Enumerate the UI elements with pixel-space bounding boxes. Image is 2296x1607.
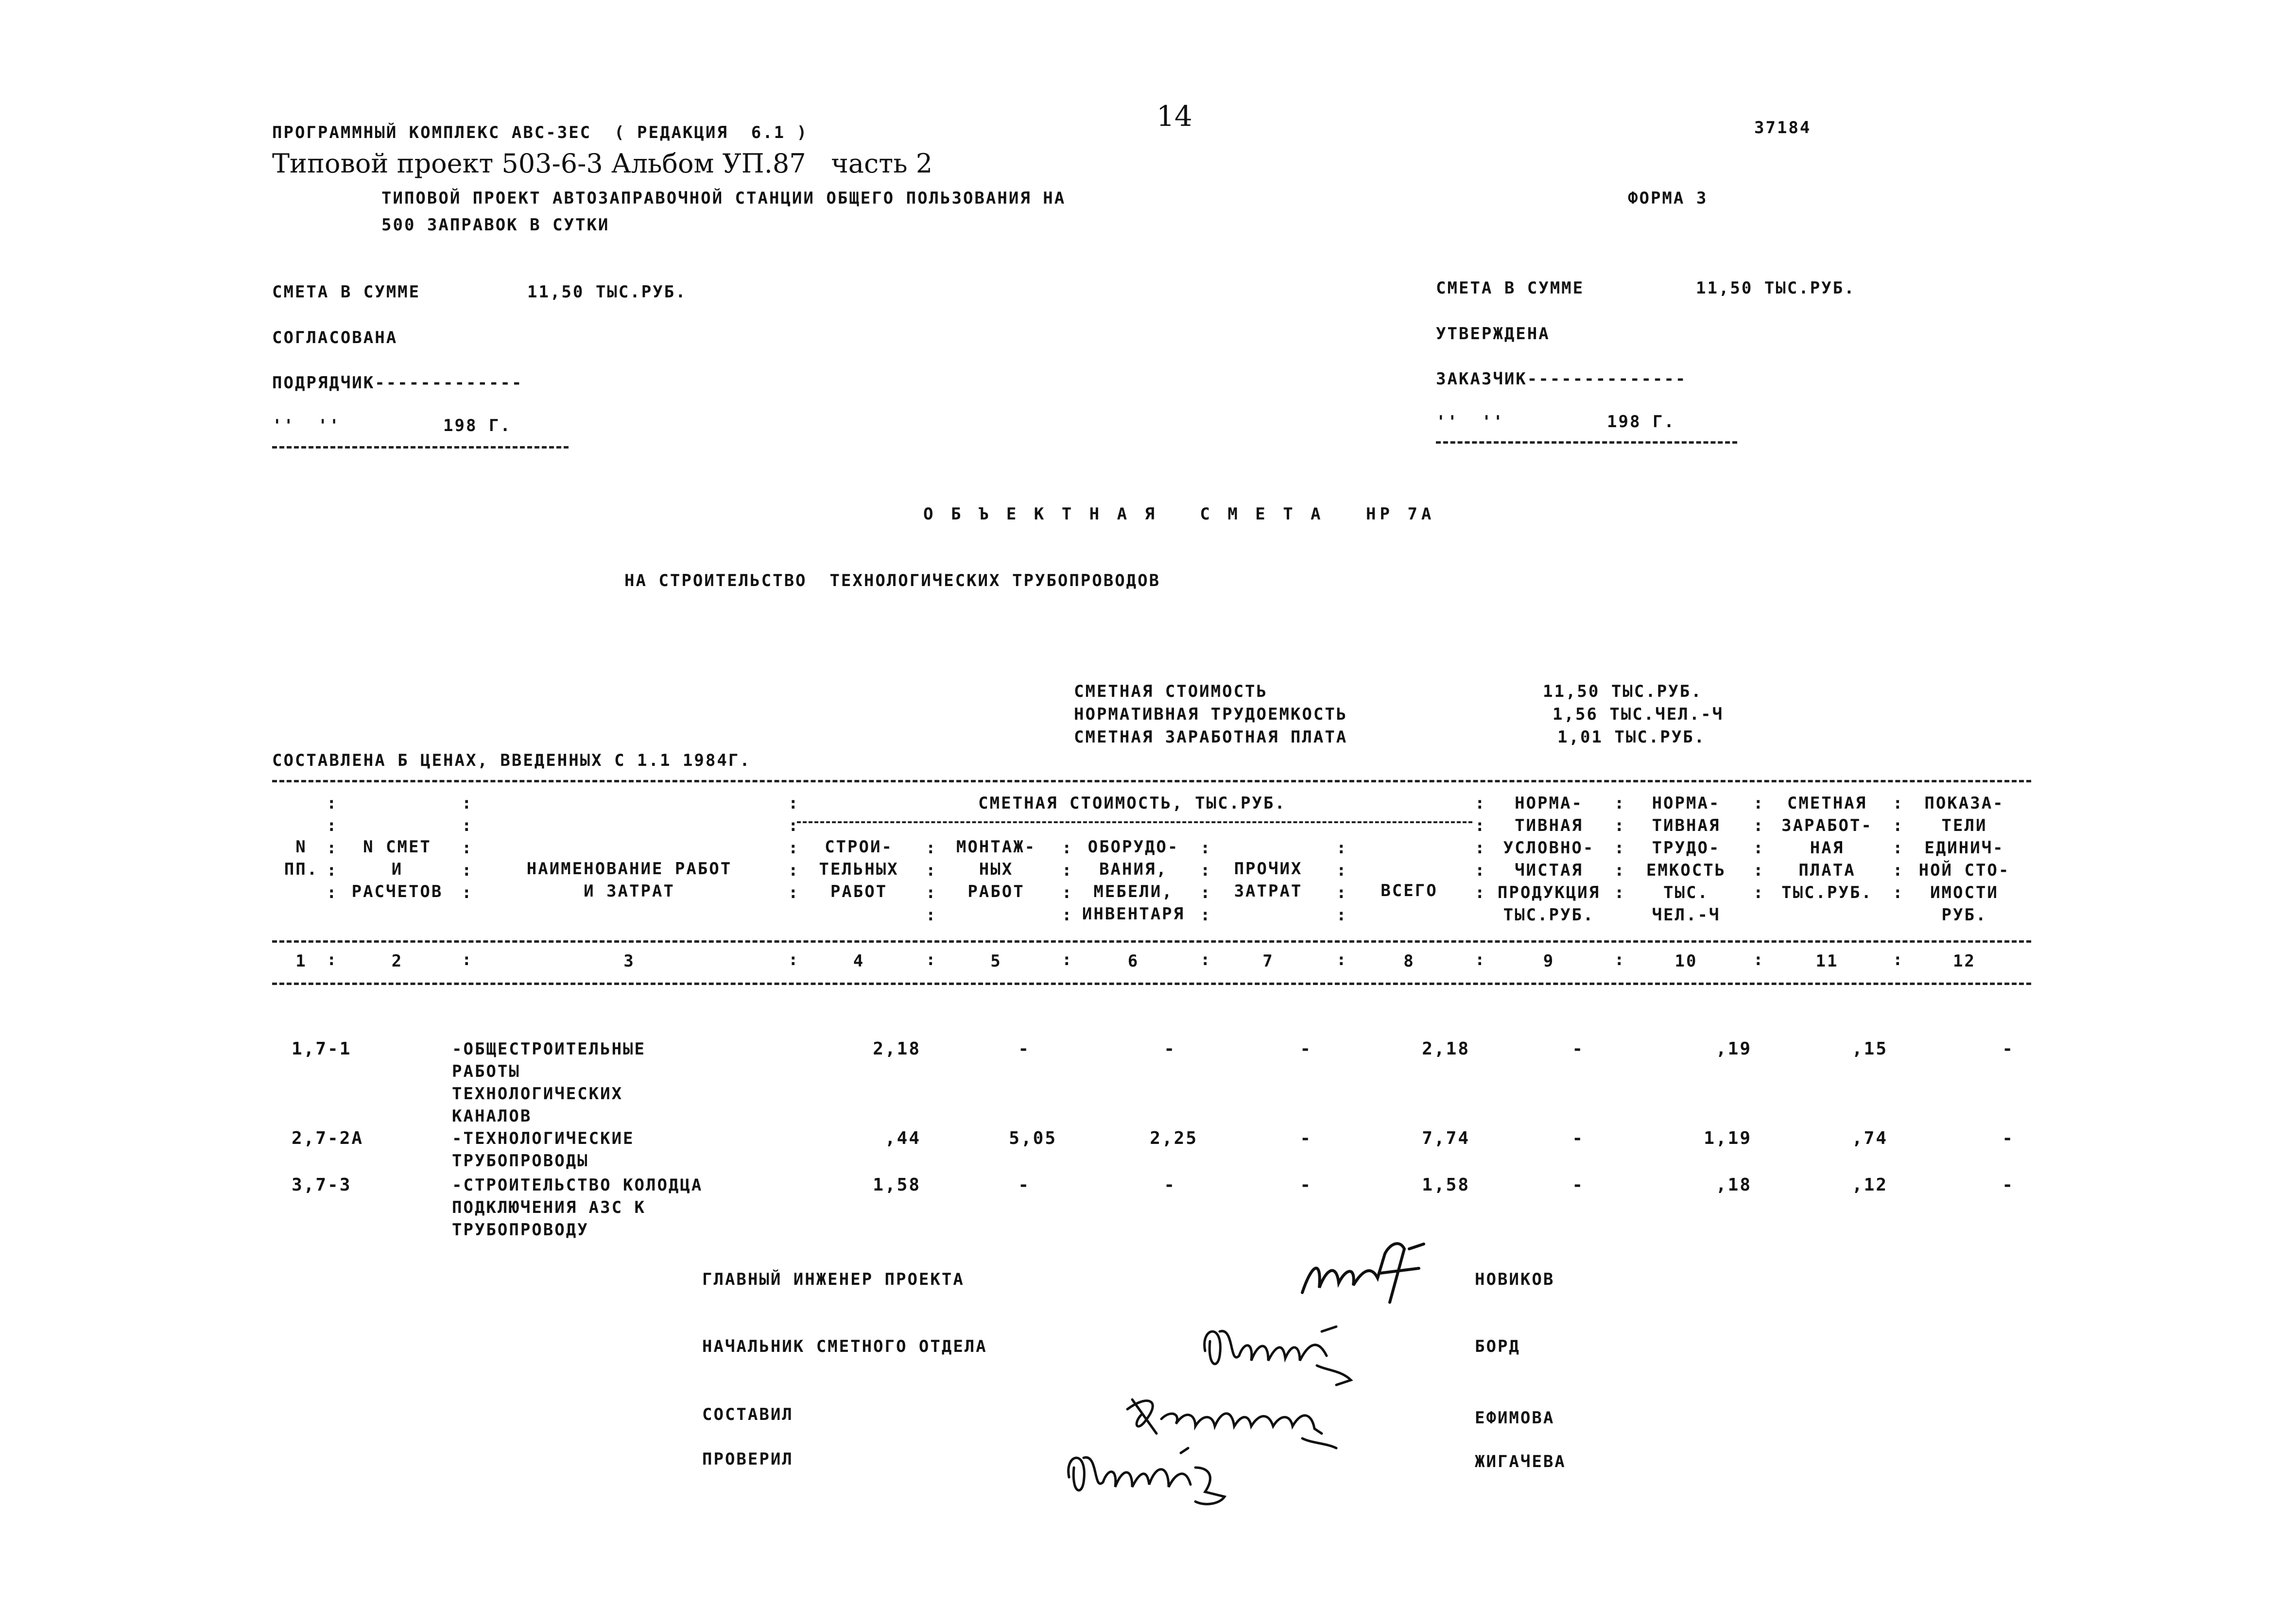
left-date-underline <box>272 446 569 449</box>
row-c4: 1,58 <box>873 1175 921 1195</box>
doc-title: О Б Ъ Е К Т Н А Я С М Е Т А НР 7А <box>923 504 1435 524</box>
left-party: ПОДРЯДЧИК------------- <box>272 373 523 393</box>
table-top-rule <box>272 780 2031 782</box>
row-c12: - <box>2002 1128 2014 1148</box>
row-c7: - <box>1300 1128 1312 1148</box>
col-separator: : : : : : <box>327 794 337 902</box>
row-c9: - <box>1572 1128 1584 1148</box>
numbers-bottom-rule <box>272 983 2031 985</box>
col-header-6: ОБОРУДО- ВАНИЯ, МЕБЕЛИ, ИНВЕНТАРЯ <box>1082 837 1185 924</box>
signature-mark-estimate-head <box>1195 1312 1370 1390</box>
col-separator: : : : : <box>1200 838 1210 925</box>
row-c8: 1,58 <box>1422 1175 1470 1195</box>
col-separator: : : : : <box>926 838 936 925</box>
col-separator: : : : : : <box>788 794 798 902</box>
row-c11: ,74 <box>1851 1128 1888 1148</box>
row-estimate-number: 1,7-1 <box>292 1039 352 1059</box>
col-number: 7 <box>1262 951 1274 971</box>
row-estimate-number: 3,7-3 <box>292 1175 352 1195</box>
col-separator: : <box>1614 950 1624 969</box>
summary-labor-label: НОРМАТИВНАЯ ТРУДОЕМКОСТЬ <box>1074 705 1348 724</box>
row-c5: 5,05 <box>1009 1128 1057 1148</box>
software-line: ПРОГРАММНЫЙ КОМПЛЕКС АВС-ЗЕС ( РЕДАКЦИЯ 6.1 ) <box>272 123 809 142</box>
col-header-10: НОРМА- ТИВНАЯ ТРУДО- ЕМКОСТЬ ТЫС. ЧЕЛ.-Ч <box>1646 794 1726 925</box>
col-number: 6 <box>1127 951 1139 971</box>
signature-role: ПРОВЕРИЛ <box>702 1450 794 1469</box>
doc-subtitle: НА СТРОИТЕЛЬСТВО ТЕХНОЛОГИЧЕСКИХ ТРУБОПРОВОДОВ <box>624 571 1161 590</box>
group-header-rule <box>797 821 1472 823</box>
col-number: 10 <box>1675 951 1698 971</box>
col-separator: : <box>1893 950 1903 969</box>
col-number: 11 <box>1815 951 1839 971</box>
left-date: '' '' 198 Г. <box>272 416 512 435</box>
row-c7: - <box>1300 1175 1312 1195</box>
left-status: СОГЛАСОВАНА <box>272 328 398 347</box>
col-separator: : <box>462 950 472 969</box>
title-line-1: ТИПОВОЙ ПРОЕКТ АВТОЗАПРАВОЧНОЙ СТАНЦИИ ОБЩЕГО ПОЛЬЗОВАНИЯ НА <box>381 189 1066 208</box>
col-header-5: МОНТАЖ- НЫХ РАБОТ <box>956 837 1036 901</box>
col-separator: : : : : <box>1062 838 1072 925</box>
signature-role: СОСТАВИЛ <box>702 1405 794 1424</box>
col-separator: : : : : : <box>1614 794 1624 902</box>
row-c6: - <box>1164 1175 1176 1195</box>
signature-mark-checker <box>1059 1438 1254 1511</box>
doc-number: 37184 <box>1754 118 1812 138</box>
col-number: 3 <box>623 951 635 971</box>
col-separator: : : : : : <box>462 794 472 902</box>
col-header-9: НОРМА- ТИВНАЯ УСЛОВНО- ЧИСТАЯ ПРОДУКЦИЯ ТЫС.РУБ. <box>1497 794 1601 925</box>
row-name: -ТЕХНОЛОГИЧЕСКИЕ ТРУБОПРОВОДЫ <box>452 1129 635 1171</box>
col-separator: : <box>1336 950 1347 969</box>
col-header-2: N СМЕТ И РАСЧЕТОВ <box>351 837 443 901</box>
col-number: 5 <box>990 951 1002 971</box>
row-name: -ОБЩЕСТРОИТЕЛЬНЫЕ РАБОТЫ ТЕХНОЛОГИЧЕСКИХ КАНАЛОВ <box>452 1039 646 1126</box>
col-header-7: ПРОЧИХ ЗАТРАТ <box>1234 859 1303 901</box>
summary-wage-label: СМЕТНАЯ ЗАРАБОТНАЯ ПЛАТА <box>1074 727 1348 747</box>
row-c4: 2,18 <box>873 1039 921 1059</box>
col-separator: : <box>1753 950 1763 969</box>
page-number: 14 <box>1157 100 1192 133</box>
row-c8: 7,74 <box>1422 1128 1470 1148</box>
col-separator: : : : : : <box>1753 794 1763 902</box>
col-number: 9 <box>1543 951 1555 971</box>
group-header: СМЕТНАЯ СТОИМОСТЬ, ТЫС.РУБ. <box>978 794 1286 813</box>
col-header-4: СТРОИ- ТЕЛЬНЫХ РАБОТ <box>819 837 899 901</box>
left-sum-label: СМЕТА В СУММЕ <box>272 282 421 302</box>
col-separator: : <box>1475 950 1485 969</box>
col-separator: : : : : : <box>1475 794 1485 902</box>
row-c10: 1,19 <box>1704 1128 1752 1148</box>
signature-name: ЕФИМОВА <box>1475 1408 1555 1428</box>
col-separator: : <box>1200 950 1210 969</box>
signature-name: БОРД <box>1475 1337 1520 1356</box>
row-c10: ,19 <box>1715 1039 1752 1059</box>
signature-mark-chief-engineer <box>1293 1234 1438 1317</box>
col-header-8: ВСЕГО <box>1381 881 1438 900</box>
summary-labor-value: 1,56 ТЫС.ЧЕЛ.-Ч <box>1553 705 1724 724</box>
signature-name: ЖИГАЧЕВА <box>1475 1452 1566 1471</box>
signature-role: НАЧАЛЬНИК СМЕТНОГО ОТДЕЛА <box>702 1337 987 1356</box>
col-header-3: НАИМЕНОВАНИЕ РАБОТ И ЗАТРАТ <box>526 859 732 901</box>
col-number: 8 <box>1403 951 1415 971</box>
row-c11: ,15 <box>1851 1039 1888 1059</box>
form-label: ФОРМА 3 <box>1628 189 1708 208</box>
row-c8: 2,18 <box>1422 1039 1470 1059</box>
row-c5: - <box>1018 1175 1030 1195</box>
col-number: 2 <box>391 951 403 971</box>
col-header-1: N ПП. <box>284 837 319 879</box>
right-sum-label: СМЕТА В СУММЕ <box>1436 278 1585 298</box>
title-line-2: 500 ЗАПРАВОК В СУТКИ <box>381 215 610 235</box>
right-date: '' '' 198 Г. <box>1436 412 1675 432</box>
right-date-underline <box>1436 441 1737 444</box>
row-c6: - <box>1164 1039 1176 1059</box>
right-sum-value: 11,50 ТЫС.РУБ. <box>1696 278 1856 298</box>
row-c5: - <box>1018 1039 1030 1059</box>
col-number: 4 <box>853 951 865 971</box>
right-status: УТВЕРЖДЕНА <box>1436 324 1550 344</box>
row-c11: ,12 <box>1851 1175 1888 1195</box>
col-number: 1 <box>295 951 307 971</box>
col-number: 12 <box>1953 951 1976 971</box>
row-c10: ,18 <box>1715 1175 1752 1195</box>
col-header-12: ПОКАЗА- ТЕЛИ ЕДИНИЧ- НОЙ СТО- ИМОСТИ РУБ. <box>1918 794 2010 925</box>
row-estimate-number: 2,7-2А <box>292 1128 364 1148</box>
col-separator: : <box>788 950 798 969</box>
col-separator: : : : : <box>1336 838 1347 925</box>
right-party: ЗАКАЗЧИК-------------- <box>1436 369 1687 389</box>
col-separator: : <box>327 950 337 969</box>
signature-name: НОВИКОВ <box>1475 1270 1555 1289</box>
summary-cost-label: СМЕТНАЯ СТОИМОСТЬ <box>1074 682 1268 701</box>
col-separator: : : : : : <box>1893 794 1903 902</box>
project-line: Типовой проект 503-6-3 Альбом УП.87 часть 2 <box>272 148 933 179</box>
col-header-11: СМЕТНАЯ ЗАРАБОТ- НАЯ ПЛАТА ТЫС.РУБ. <box>1781 794 1873 902</box>
col-separator: : <box>926 950 936 969</box>
row-c4: ,44 <box>884 1128 921 1148</box>
col-separator: : <box>1062 950 1072 969</box>
row-c7: - <box>1300 1039 1312 1059</box>
row-c12: - <box>2002 1175 2014 1195</box>
row-c9: - <box>1572 1039 1584 1059</box>
prices-note: СОСТАВЛЕНА Б ЦЕНАХ, ВВЕДЕННЫХ С 1.1 1984Г. <box>272 751 751 770</box>
summary-cost-value: 11,50 ТЫС.РУБ. <box>1543 682 1703 701</box>
left-sum-value: 11,50 ТЫС.РУБ. <box>527 282 687 302</box>
row-c6: 2,25 <box>1150 1128 1198 1148</box>
signature-role: ГЛАВНЫЙ ИНЖЕНЕР ПРОЕКТА <box>702 1270 965 1289</box>
summary-wage-value: 1,01 ТЫС.РУБ. <box>1557 727 1706 747</box>
header-bottom-rule <box>272 940 2031 943</box>
row-name: -СТРОИТЕЛЬСТВО КОЛОДЦА ПОДКЛЮЧЕНИЯ АЗС К ТРУБОПРОВОДУ <box>452 1175 703 1240</box>
row-c12: - <box>2002 1039 2014 1059</box>
row-c9: - <box>1572 1175 1584 1195</box>
